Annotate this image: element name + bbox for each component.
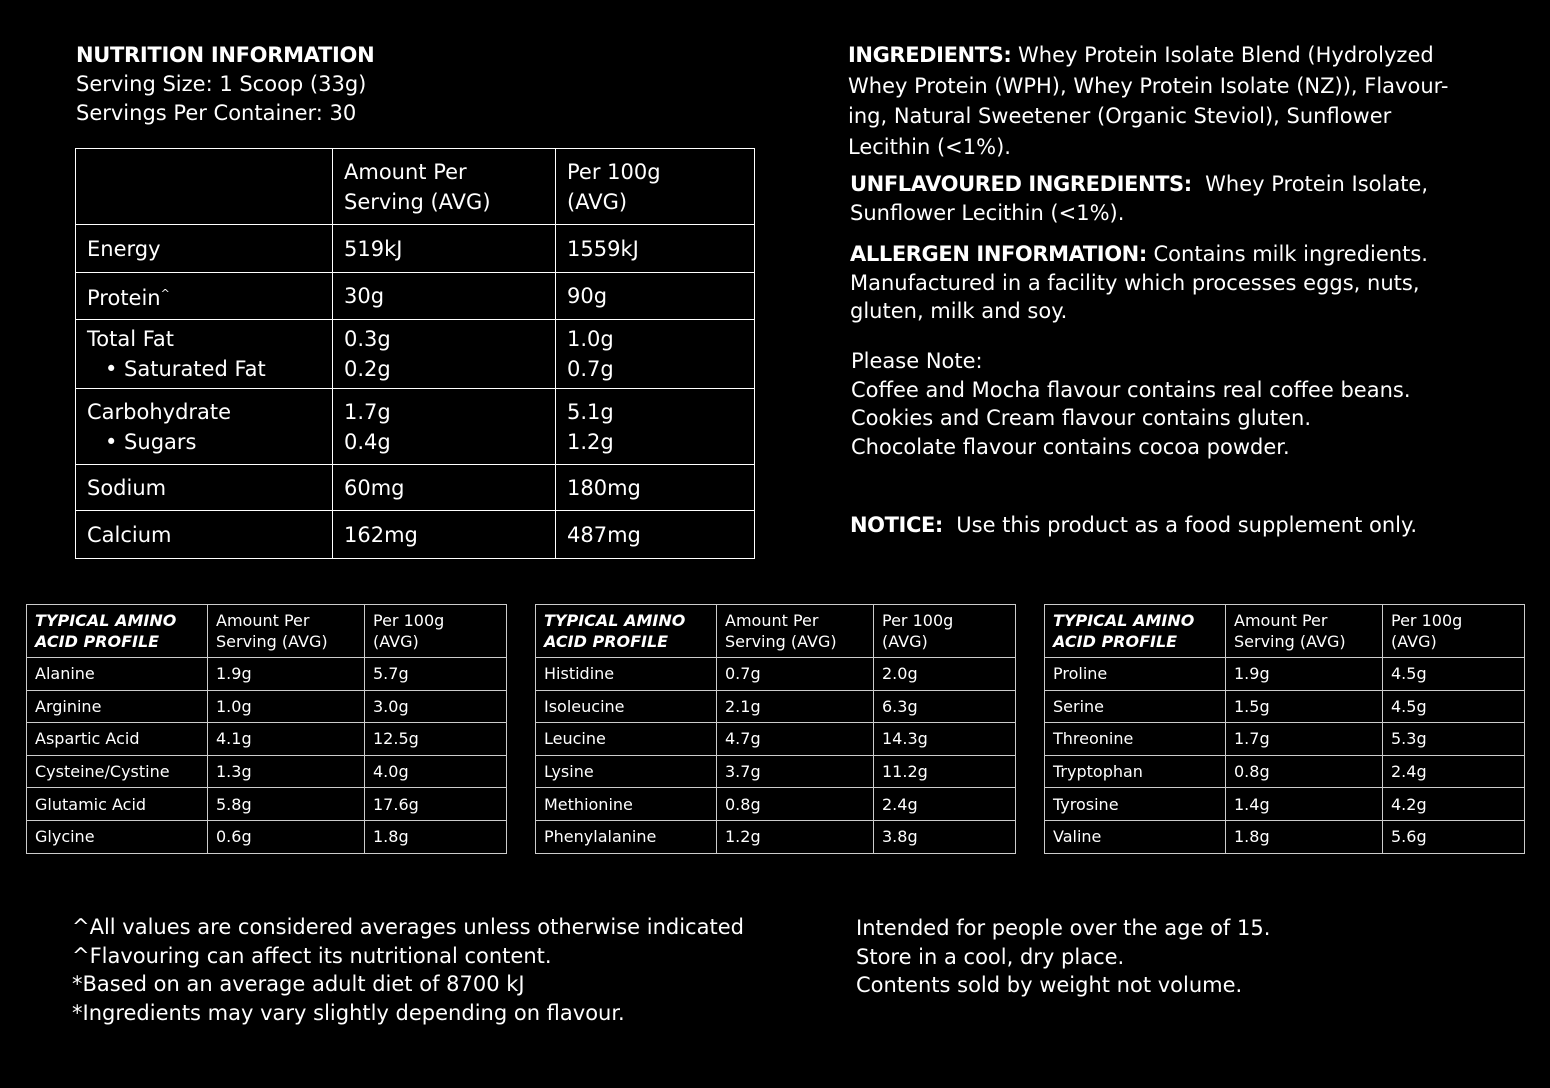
table-row: Lysine 3.7g 11.2g xyxy=(536,755,1016,788)
amino-header-per100: Per 100g (AVG) xyxy=(365,605,507,658)
amino-header-name: TYPICAL AMINO ACID PROFILE xyxy=(27,605,208,658)
storage-line: Contents sold by weight not volume. xyxy=(856,973,1243,997)
table-row: Valine 1.8g 5.6g xyxy=(1045,820,1525,853)
footnotes xyxy=(72,913,812,1027)
row-subname: • Saturated Fat xyxy=(105,357,266,381)
notice-block: NOTICE: Use this product as a food supplement only. xyxy=(850,513,1418,537)
allergen-label: ALLERGEN INFORMATION: xyxy=(850,242,1147,266)
nutrition-header xyxy=(76,40,374,127)
nutrition-title: NUTRITION INFORMATION xyxy=(76,43,375,67)
table-row: Leucine 4.7g 14.3g xyxy=(536,723,1016,756)
table-row: Phenylalanine 1.2g 3.8g xyxy=(536,820,1016,853)
table-row: Glycine 0.6g 1.8g xyxy=(27,820,507,853)
row-serving: 30g xyxy=(333,273,556,320)
table-row: Serine 1.5g 4.5g xyxy=(1045,690,1525,723)
table-row: Alanine 1.9g 5.7g xyxy=(27,658,507,691)
please-note-block: Please Note: Coffee and Mocha flavour contains real coffee beans. Cookies and Cream flavour contains gluten. Chocolate flavour contains cocoa powder. xyxy=(851,349,1411,459)
table-row: Isoleucine 2.1g 6.3g xyxy=(536,690,1016,723)
table-row: Cysteine/Cystine 1.3g 4.0g xyxy=(27,755,507,788)
header-serving: Amount Per Serving (AVG) xyxy=(333,149,556,225)
header-blank xyxy=(76,149,333,225)
serving-size: Serving Size: 1 Scoop (33g) xyxy=(76,72,367,96)
table-header-row xyxy=(76,149,755,225)
row-name: Carbohydrate • Sugars xyxy=(76,389,333,465)
table-row: Threonine 1.7g 5.3g xyxy=(1045,723,1525,756)
table-row xyxy=(76,465,755,511)
row-per100: 180mg xyxy=(556,465,755,511)
table-row: Tryptophan 0.8g 2.4g xyxy=(1045,755,1525,788)
footnote: *Based on an average adult diet of 8700 kJ xyxy=(72,972,525,996)
row-serving: 519kJ xyxy=(333,225,556,273)
table-row xyxy=(76,273,755,320)
row-per100: 5.1g 1.2g xyxy=(556,389,755,465)
footnote: *Ingredients may vary slightly depending on flavour. xyxy=(72,1000,625,1025)
unflavoured-block: UNFLAVOURED INGREDIENTS: Whey Protein Isolate, Sunflower Lecithin (<1%). xyxy=(850,172,1429,225)
amino-header-serving: Amount Per Serving (AVG) xyxy=(1226,605,1383,658)
allergen-block: ALLERGEN INFORMATION: Contains milk ingredients. Manufactured in a facility which processes eggs, nuts, gluten, milk and soy. xyxy=(850,242,1428,323)
unflavoured-label: UNFLAVOURED INGREDIENTS: xyxy=(850,172,1192,196)
table-row: Methionine 0.8g 2.4g xyxy=(536,788,1016,821)
row-per100: 90g xyxy=(556,273,755,320)
amino-table-3 xyxy=(1044,604,1525,854)
amino-header-row xyxy=(27,605,507,658)
row-name: Total Fat • Saturated Fat xyxy=(76,320,333,389)
row-serving: 1.7g 0.4g xyxy=(333,389,556,465)
row-per100: 1559kJ xyxy=(556,225,755,273)
amino-header-per100: Per 100g (AVG) xyxy=(874,605,1016,658)
table-row: Tyrosine 1.4g 4.2g xyxy=(1045,788,1525,821)
row-per100: 1.0g 0.7g xyxy=(556,320,755,389)
row-serving: 0.3g 0.2g xyxy=(333,320,556,389)
storage-line: Store in a cool, dry place. xyxy=(856,944,1125,969)
table-row: Arginine 1.0g 3.0g xyxy=(27,690,507,723)
notice-label: NOTICE: xyxy=(850,513,943,537)
table-row: Aspartic Acid 4.1g 12.5g xyxy=(27,723,507,756)
storage-line: Intended for people over the age of 15. xyxy=(856,916,1271,940)
table-row: Histidine 0.7g 2.0g xyxy=(536,658,1016,691)
amino-header-row xyxy=(1045,605,1525,658)
row-name: Sodium xyxy=(76,465,333,511)
row-name: Energy xyxy=(76,225,333,273)
table-row xyxy=(76,389,755,465)
row-serving: 162mg xyxy=(333,511,556,559)
nutrition-table xyxy=(75,148,755,559)
row-per100: 487mg xyxy=(556,511,755,559)
storage-info xyxy=(856,914,1516,1000)
amino-header-name: TYPICAL AMINO ACID PROFILE xyxy=(1045,605,1226,658)
amino-header-per100: Per 100g (AVG) xyxy=(1383,605,1525,658)
ingredients-block: INGREDIENTS: Whey Protein Isolate Blend (Hydrolyzed Whey Protein (WPH), Whey Protein Isolate (NZ)), Flavour- ing, Natural Sweetener (Organic Steviol), Sunflower Lecithin (<1%). xyxy=(848,43,1449,159)
table-row xyxy=(76,225,755,273)
row-serving: 60mg xyxy=(333,465,556,511)
header-per100: Per 100g (AVG) xyxy=(556,149,755,225)
amino-header-serving: Amount Per Serving (AVG) xyxy=(717,605,874,658)
amino-header-name: TYPICAL AMINO ACID PROFILE xyxy=(536,605,717,658)
amino-table-2 xyxy=(535,604,1016,854)
row-name: Protein^ xyxy=(76,273,333,320)
table-row: Proline 1.9g 4.5g xyxy=(1045,658,1525,691)
footnote: ^All values are considered averages unless otherwise indicated xyxy=(72,915,744,939)
footnote: ^Flavouring can affect its nutritional content. xyxy=(72,943,552,968)
amino-header-row xyxy=(536,605,1016,658)
amino-table-1 xyxy=(26,604,507,854)
row-name: Calcium xyxy=(76,511,333,559)
table-row xyxy=(76,511,755,559)
row-subname: • Sugars xyxy=(105,429,197,454)
ingredients-label: INGREDIENTS: xyxy=(848,43,1012,67)
caret-marker: ^ xyxy=(160,287,170,300)
servings-per-container: Servings Per Container: 30 xyxy=(76,100,357,125)
amino-header-serving: Amount Per Serving (AVG) xyxy=(208,605,365,658)
table-row: Glutamic Acid 5.8g 17.6g xyxy=(27,788,507,821)
table-row xyxy=(76,320,755,389)
